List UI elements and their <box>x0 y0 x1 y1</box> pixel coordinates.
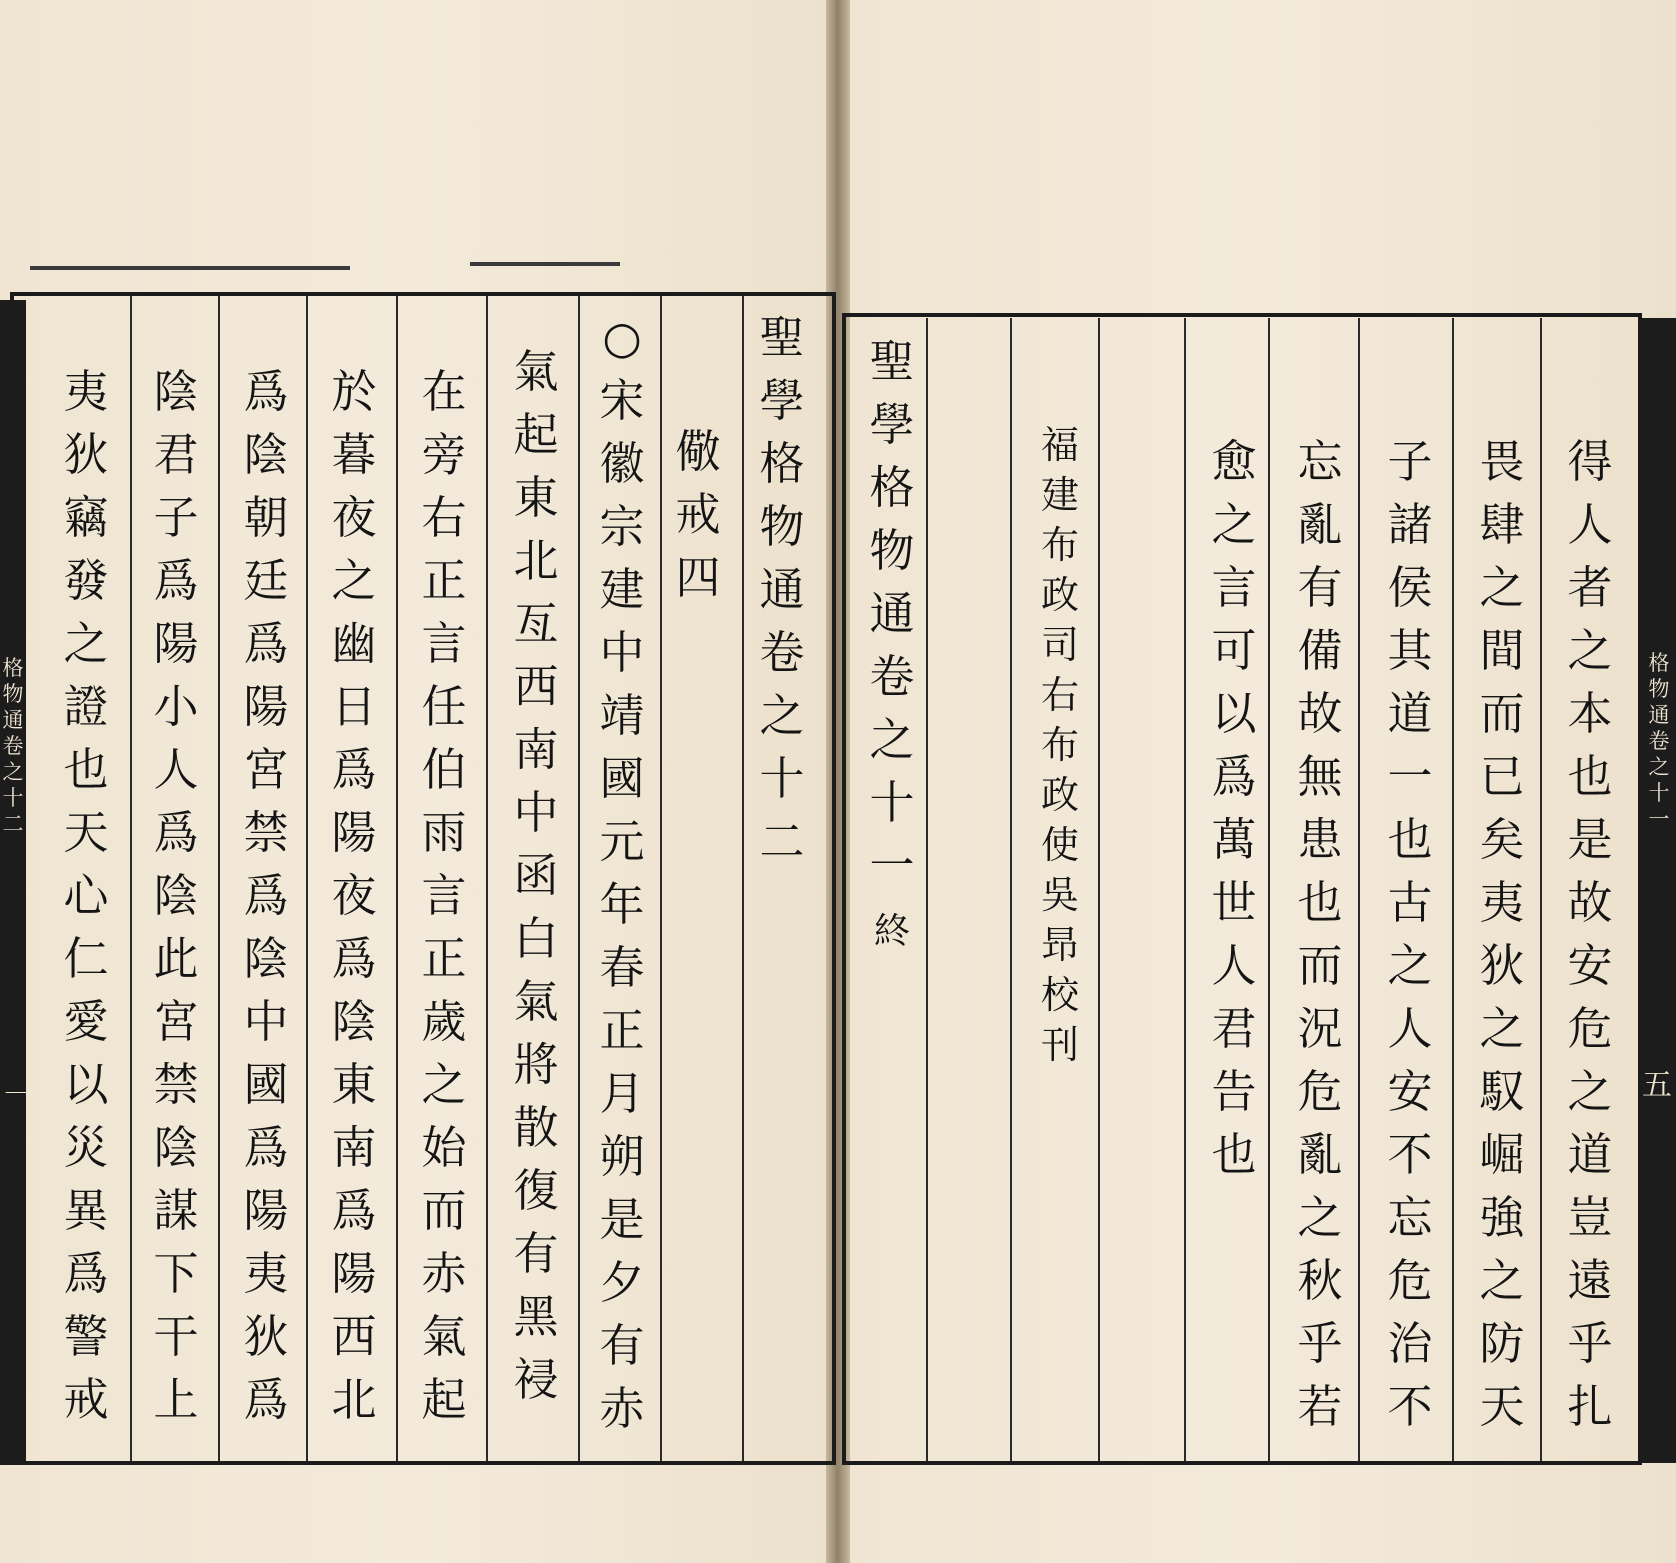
column-rule <box>306 296 308 1461</box>
column-rule <box>1268 318 1270 1461</box>
publisher-colophon: 福建布政司右布政使吳昻校刊 <box>1040 423 1079 1067</box>
bleed-mark <box>470 262 620 266</box>
text-column: 氣起東北亙西南中函白氣將散復有黑祲 <box>513 345 559 1406</box>
column-rule <box>660 296 662 1461</box>
column-rule <box>396 296 398 1461</box>
column-rule <box>1540 318 1542 1461</box>
column-rule <box>1358 318 1360 1461</box>
bleed-mark <box>30 266 350 270</box>
column-rule <box>742 296 744 1461</box>
column-rule <box>1098 318 1100 1461</box>
volume-end-mark: 終 <box>873 911 910 952</box>
text-column: 爲陰朝廷爲陽宮禁爲陰中國爲陽夷狄爲 <box>243 365 289 1426</box>
text-column: 畏肆之間而已矣夷狄之馭崛強之防天 <box>1479 435 1525 1433</box>
column-rule <box>578 296 580 1461</box>
text-column: 得人者之本也是故安危之道豈遠乎扎 <box>1567 435 1613 1433</box>
volume-heading: 聖學格物通卷之十一 <box>869 335 915 892</box>
text-column: 忘亂有備故無患也而況危亂之秋乎若 <box>1297 435 1343 1433</box>
column-rule <box>218 296 220 1461</box>
column-rule <box>130 296 132 1461</box>
right-margin-edge <box>1640 318 1676 1463</box>
column-rule <box>1010 318 1012 1461</box>
left-margin-title: 格物通卷之十二 <box>2 656 24 836</box>
column-rule <box>926 318 928 1461</box>
section-heading: 儆戒四 <box>675 425 721 604</box>
text-column: 子諸侯其道一也古之人安不忘危治不 <box>1387 435 1433 1433</box>
volume-heading: 聖學格物通卷之十二 <box>759 311 805 868</box>
right-margin-page-number: 五 <box>1642 1068 1672 1103</box>
text-column: 夷狄竊發之證也天心仁愛以災異爲警戒 <box>63 365 109 1426</box>
column-rule <box>1184 318 1186 1461</box>
right-margin-title: 格物通卷之十一 <box>1648 651 1670 831</box>
text-column: 在旁右正言任伯雨言正歲之始而赤氣起 <box>421 365 467 1426</box>
column-rule <box>486 296 488 1461</box>
column-rule <box>1452 318 1454 1461</box>
text-column: 陰君子爲陽小人爲陰此宮禁陰謀下干上 <box>153 365 199 1426</box>
text-column: ○宋徽宗建中靖國元年春正月朔是夕有赤 <box>599 311 645 1435</box>
text-column: 愈之言可以爲萬世人君告也 <box>1211 435 1257 1181</box>
left-margin-page-number: 一 <box>4 1078 34 1113</box>
text-column: 於暮夜之幽日爲陽夜爲陰東南爲陽西北 <box>331 365 377 1426</box>
